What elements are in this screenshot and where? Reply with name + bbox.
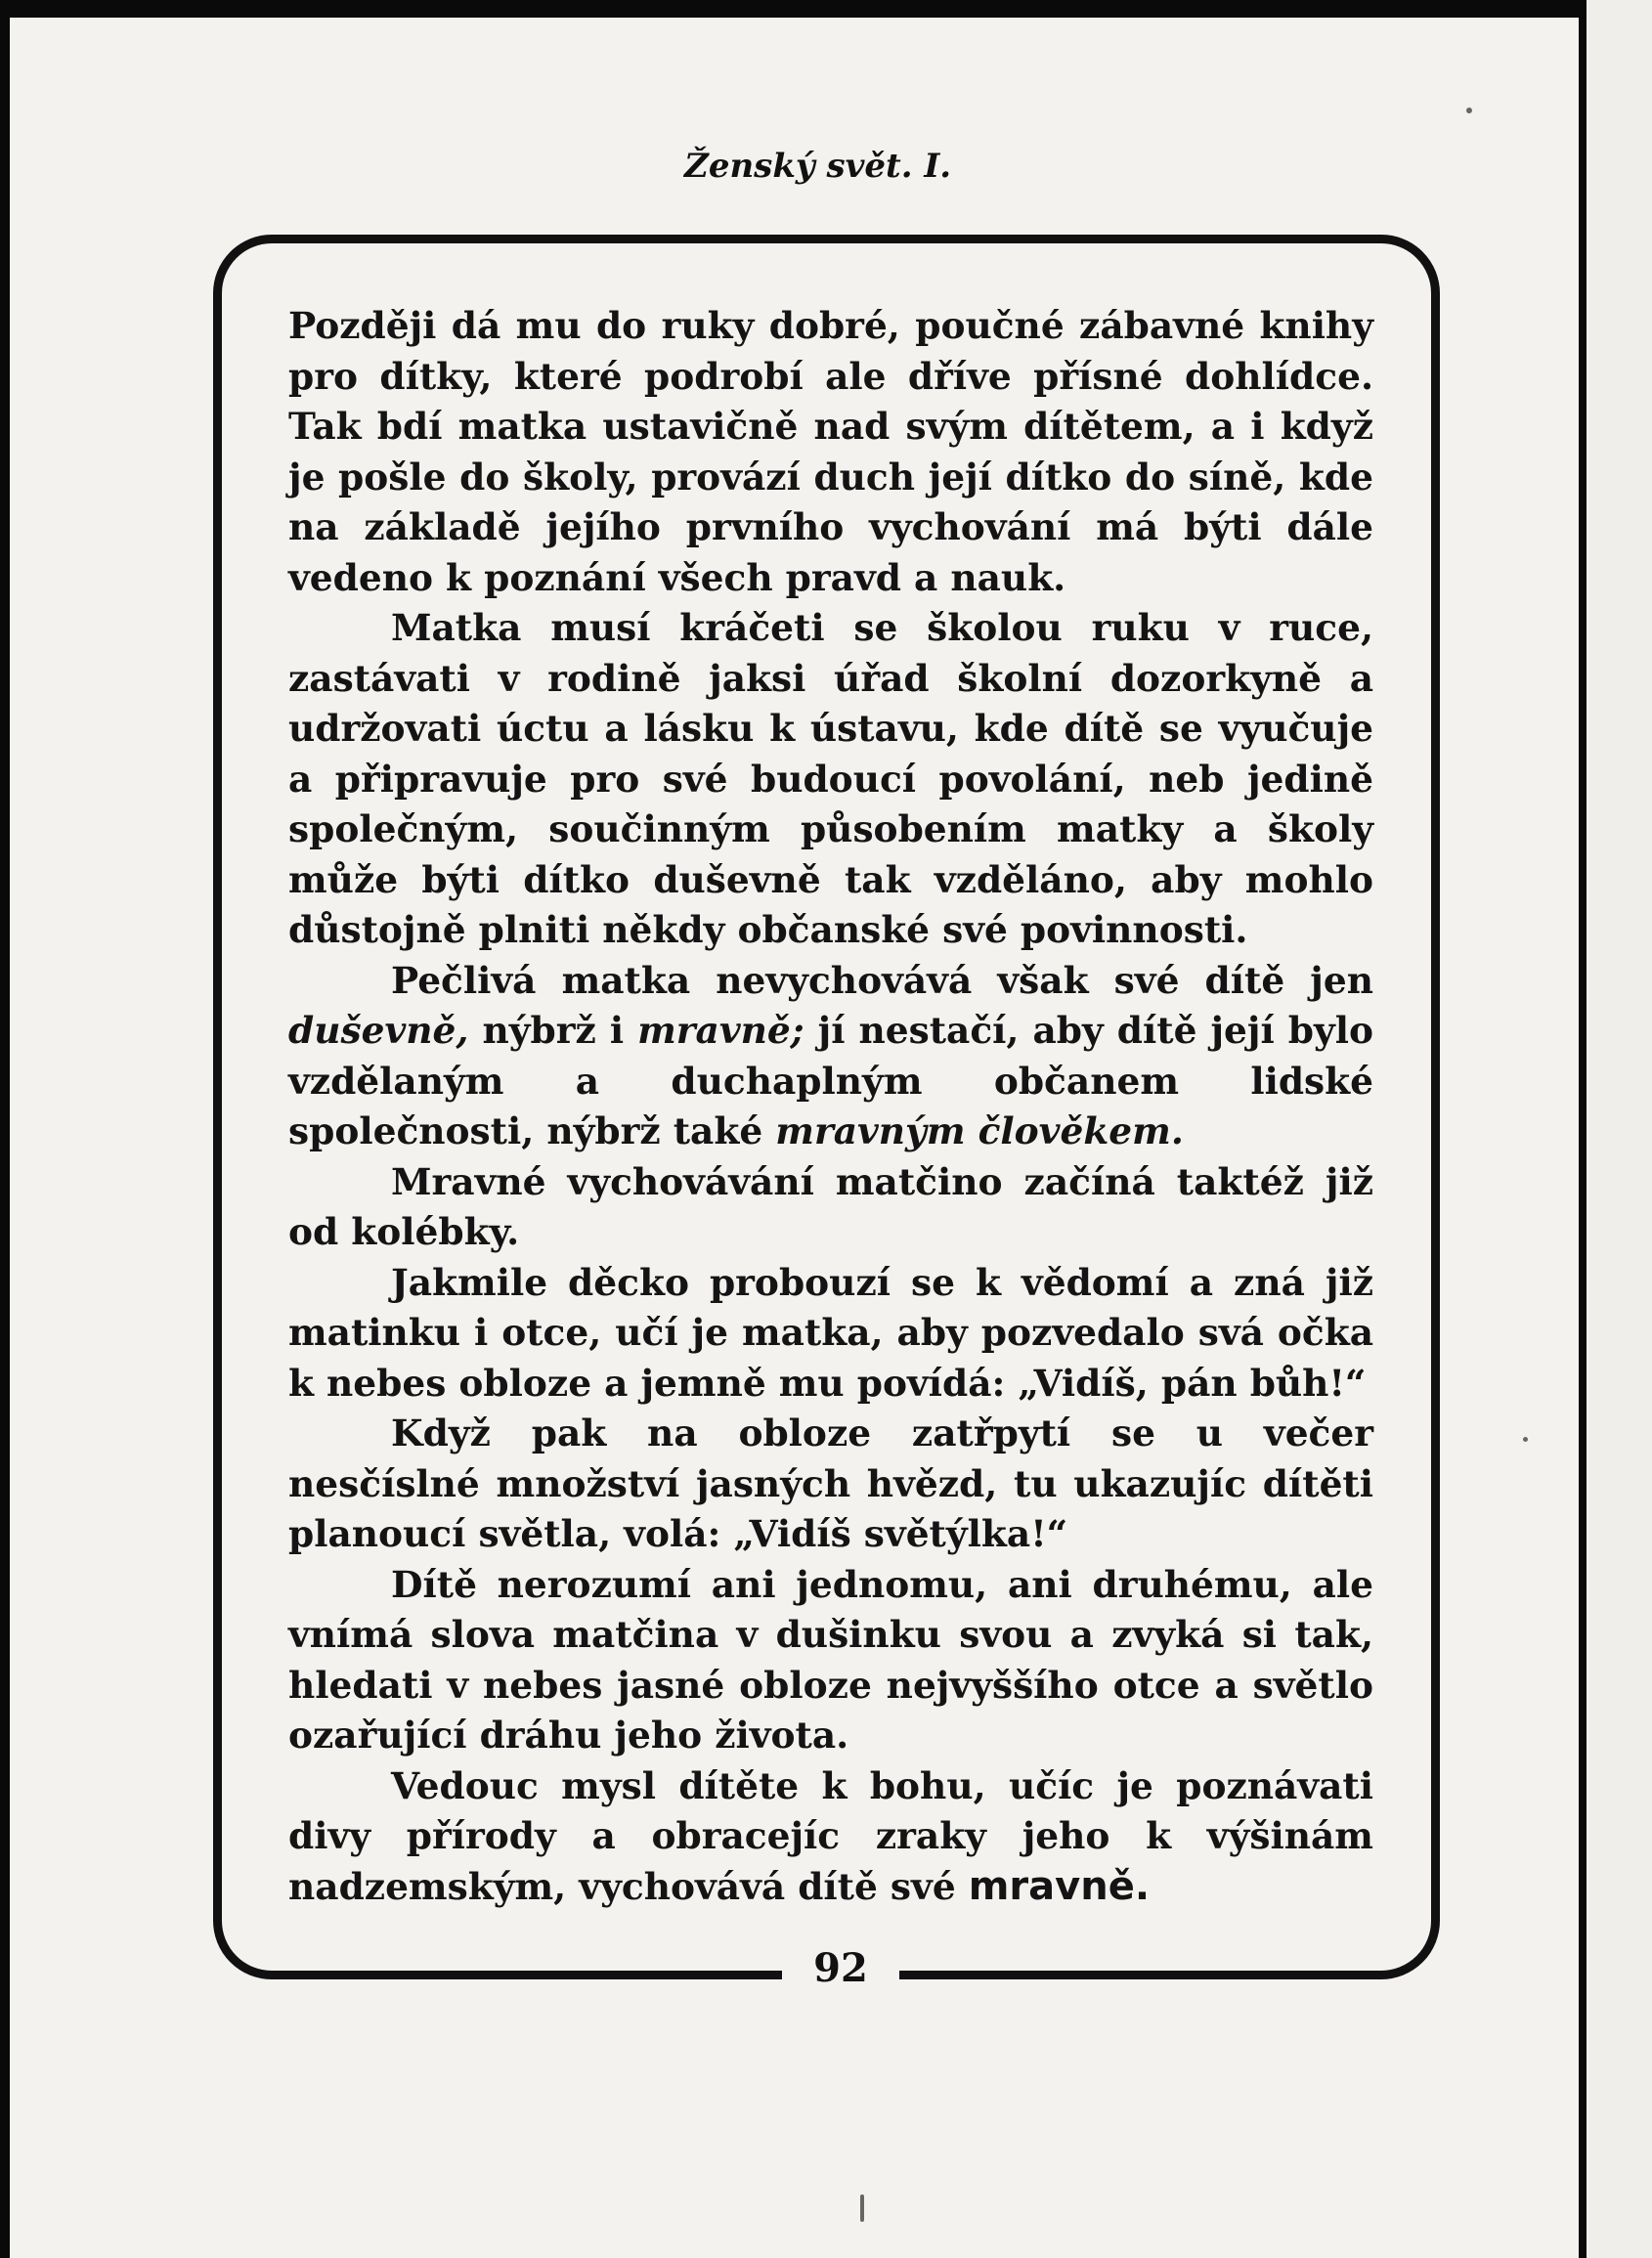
p3-text-a: Pečlivá matka nevychovává však své dítě jen bbox=[391, 958, 1373, 1002]
p3-text-c: jí nestačí, aby dítě její bylo vzdělaným a duchaplným občanem lidské společnosti, nýbrž také bbox=[288, 1009, 1373, 1152]
p3-text-b: nýbrž i bbox=[482, 1009, 625, 1052]
paragraph-8 bbox=[288, 1761, 1373, 1913]
speck bbox=[1523, 1437, 1528, 1442]
page-number: 92 bbox=[813, 1945, 868, 1991]
speck bbox=[860, 2194, 864, 2222]
p3-emphasis-1: duševně, bbox=[288, 1009, 469, 1052]
running-title: Ženský svět. I. bbox=[684, 147, 952, 186]
paragraph-7: Dítě nerozumí ani jednomu, ani druhému, ale vnímá slova matčina v dušinku svou a zvyká si tak, hledati v nebes jasné obloze nejvyššího otce a světlo ozařující dráhu jeho života. bbox=[288, 1562, 1373, 1757]
p8-emphasis: mravně. bbox=[968, 1863, 1151, 1909]
paragraph-3 bbox=[288, 956, 1373, 1157]
paragraph-6: Když pak na obloze zatřpytí se u večer nesčíslné množství jasných hvězd, tu ukazujíc dítěti planoucí světla, volá: „Vidíš světýlka!“ bbox=[288, 1411, 1373, 1555]
paragraph-1: Později dá mu do ruky dobré, poučné zábavné knihy pro dítky, které podrobí ale dříve přísné dohlídce. Tak bdí matka ustavičně nad svým dítětem, a i když je pošle do školy, provází duch její dítko do síně, kde na základě jejího prvního vychování má býti dále vedeno k poznání všech pravd a nauk. bbox=[288, 304, 1373, 599]
speck bbox=[1466, 108, 1472, 113]
paragraph-5: Jakmile děcko probouzí se k vědomí a zná již matinku i otce, učí je matka, aby pozvedalo svá očka k nebes obloze a jemně mu povídá: „Vidíš, pán bůh!“ bbox=[288, 1260, 1373, 1405]
paragraph-4: Mravné vychovávání matčino začíná taktéž již od kolébky. bbox=[288, 1159, 1373, 1253]
body-text bbox=[288, 301, 1373, 1912]
paragraph-2: Matka musí kráčeti se školou ruku v ruce, zastávati v rodině jaksi úřad školní dozorkyně a udržovati úctu a lásku k ústavu, kde dítě se vyučuje a připravuje pro své budoucí povolání, neb jedině společným, součinným působením matky a školy může býti dítko duševně tak vzděláno, aby mohlo důstojně plniti někdy občanské své povinnosti. bbox=[288, 606, 1373, 951]
next-page-edge bbox=[1579, 0, 1652, 2258]
p3-emphasis-3: mravným člověkem. bbox=[775, 1109, 1184, 1152]
p3-emphasis-2: mravně; bbox=[637, 1009, 804, 1052]
p8-text: Vedouc mysl dítěte k bohu, učíc je poznávati divy přírody a obracejíc zraky jeho k výšinám nadzemským, vychovává dítě své bbox=[288, 1763, 1373, 1908]
